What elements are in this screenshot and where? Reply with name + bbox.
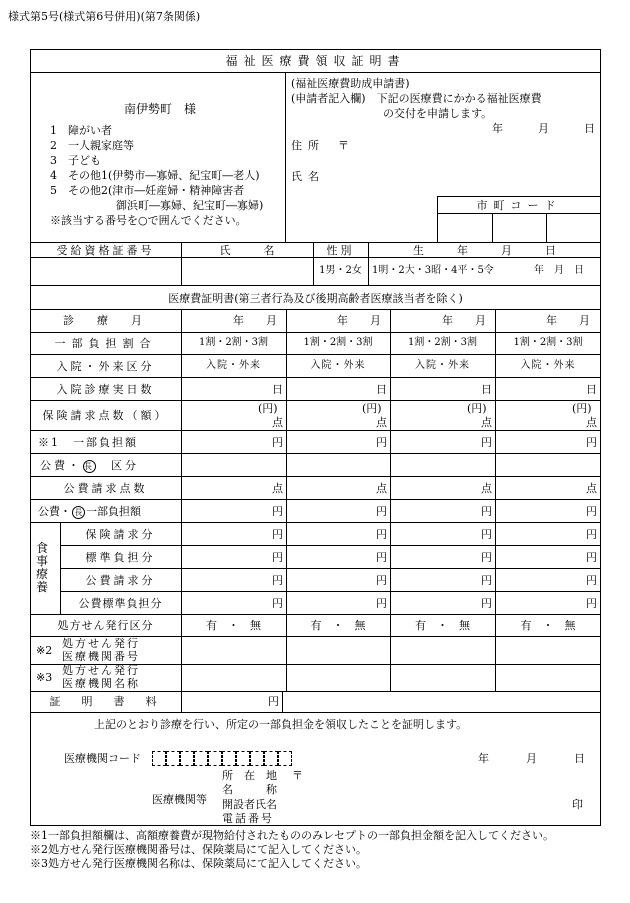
category-item: 5 その他2(津市―妊産婦・精神障害者 (50, 184, 245, 197)
col-point-unit[interactable]: 点 (481, 416, 492, 429)
sex-header: 性別 (326, 244, 355, 257)
col-meal-std-unit[interactable]: 円 (272, 551, 283, 564)
row-label-inout: 入院・外来区分 (56, 360, 155, 373)
choju-mark-icon: 長 (72, 506, 85, 519)
row-label-cert-fee: 証 明 書 料 (49, 695, 162, 708)
application-line3: の交付を申請します。 (383, 107, 493, 120)
birth-header: 生 年 月 日 (413, 244, 556, 257)
row-label-rx-code-mark: ※2 (36, 644, 53, 657)
col-meal-ins-unit[interactable]: 円 (376, 528, 387, 541)
row-label-rx-name-mark: ※3 (36, 671, 53, 684)
row-label-rx-name: 処方せん発行 医療機関名称 (62, 664, 140, 690)
col-point-unit[interactable]: 点 (272, 416, 283, 429)
row-label-meal-public: 公費請求分 (85, 574, 156, 587)
category-item: 4 その他1(伊勢市―寡婦、紀宝町―老人) (50, 169, 260, 182)
row-label-meal-public-standard: 公費標準負担分 (78, 597, 163, 610)
meal-label: 食事療養 (36, 541, 49, 594)
cert-fee-unit: 円 (268, 695, 279, 708)
row-label-copay: ※1 一部負担額 (38, 436, 138, 449)
row-label-public-category: 公費・ 長 区分 (40, 459, 139, 472)
cert-number-input[interactable] (31, 258, 181, 285)
category-item-cont: 御浜町―寡婦、紀宝町―寡婦) (116, 199, 264, 212)
col-meal-pubstd-unit[interactable]: 円 (481, 597, 492, 610)
col-public-points-unit[interactable]: 点 (376, 482, 387, 495)
col-meal-ins-unit[interactable]: 円 (586, 528, 597, 541)
col-meal-pubstd-unit[interactable]: 円 (586, 597, 597, 610)
col-year-month[interactable]: 年 月 (337, 314, 381, 327)
location-postal: 〒 (292, 769, 303, 782)
col-copay-unit[interactable]: 円 (376, 436, 387, 449)
col-year-month[interactable]: 年 月 (233, 314, 277, 327)
col-year-month[interactable]: 年 月 (546, 314, 590, 327)
application-line2: (申請者記入欄) 下記の医療費にかかる福祉医療費 (291, 92, 542, 105)
col-inout[interactable]: 入院・外来 (310, 360, 366, 371)
cert-header: 医療費証明書(第三者行為及び後期高齢者医療該当者を除く) (168, 292, 463, 305)
name-header: 氏 名 (219, 244, 275, 257)
row-label-burden-ratio: 一部負担割合 (54, 337, 157, 350)
col-meal-pub-unit[interactable]: 円 (272, 574, 283, 587)
col-meal-pub-unit[interactable]: 円 (376, 574, 387, 587)
col-meal-ins-unit[interactable]: 円 (272, 528, 283, 541)
footnote: ※3処方せん発行医療機関名称は、保険薬局にて記入してください。 (30, 857, 367, 870)
col-meal-std-unit[interactable]: 円 (481, 551, 492, 564)
cert-number-header: 受給資格証番号 (56, 244, 155, 257)
row-label-rx-code: 処方せん発行 医療機関番号 (62, 637, 140, 663)
row-label-inpatient-days: 入院診療実日数 (56, 383, 155, 396)
municipal-code-input[interactable] (438, 214, 601, 242)
col-meal-pub-unit[interactable]: 円 (586, 574, 597, 587)
row-label-shinryo-month: 診 療 月 (63, 314, 148, 327)
inst-name-label: 名 称 (222, 783, 277, 796)
certification-statement: 上記のとおり診療を行い、所定の一部負担金を領収したことを証明します。 (94, 718, 468, 731)
category-item: 3 子ども (50, 154, 101, 167)
col-days-unit[interactable]: 日 (272, 383, 283, 396)
category-note: ※該当する番号を○で囲んでください。 (50, 214, 247, 227)
category-item: 1 障がい者 (50, 124, 112, 137)
row-label-meal-insurance: 保険請求分 (85, 528, 156, 541)
col-meal-pub-unit[interactable]: 円 (481, 574, 492, 587)
col-rx-yesno[interactable]: 有 ・ 無 (310, 619, 366, 632)
col-burden-ratio[interactable]: 1割・2割・3割 (303, 337, 373, 348)
col-meal-std-unit[interactable]: 円 (586, 551, 597, 564)
category-item: 2 一人親家庭等 (50, 139, 134, 152)
choju-mark-icon: 長 (84, 461, 95, 471)
inst-label: 医療機関等 (152, 793, 207, 806)
row-label-prescription-issue: 処方せん発行区分 (57, 619, 154, 632)
col-rx-yesno[interactable]: 有 ・ 無 (206, 619, 261, 632)
col-meal-std-unit[interactable]: 円 (376, 551, 387, 564)
col-point-unit[interactable]: 点 (586, 416, 597, 429)
col-meal-ins-unit[interactable]: 円 (481, 528, 492, 541)
row-label-meal-standard: 標準負担分 (85, 551, 156, 564)
row-label-insurance-points: 保険請求点数（額） (42, 409, 169, 422)
col-inout[interactable]: 入院・外来 (520, 360, 576, 371)
col-rx-yesno[interactable]: 有 ・ 無 (520, 619, 576, 632)
col-burden-ratio[interactable]: 1割・2割・3割 (407, 337, 478, 348)
birth-date[interactable]: 年 月 日 (534, 265, 584, 276)
phone-label: 電話番号 (222, 812, 274, 825)
col-public-copay-unit[interactable]: 円 (586, 505, 597, 518)
seal-mark: 印 (572, 798, 583, 811)
col-inout[interactable]: 入院・外来 (415, 360, 470, 371)
application-line1: (福祉医療費助成申請書) (291, 77, 410, 90)
col-yen-paren: (円) (362, 402, 382, 415)
birth-era-select[interactable]: 1明・2大・3昭・4平・5令 (372, 265, 494, 276)
col-yen-paren: (円) (467, 402, 487, 415)
col-copay-unit[interactable]: 円 (481, 436, 492, 449)
name-input[interactable] (182, 258, 313, 285)
col-days-unit[interactable]: 日 (586, 383, 597, 396)
col-rx-yesno[interactable]: 有 ・ 無 (415, 619, 470, 632)
col-copay-unit[interactable]: 円 (272, 436, 283, 449)
col-public-points-unit[interactable]: 点 (586, 482, 597, 495)
row-label-public-copay: 公費・ 長 一部負担額 (38, 505, 141, 518)
col-yen-paren: (円) (572, 402, 592, 415)
col-copay-unit[interactable]: 円 (586, 436, 597, 449)
col-public-copay-unit[interactable]: 円 (481, 505, 492, 518)
col-meal-pubstd-unit[interactable]: 円 (376, 597, 387, 610)
location-label: 所 在 地 (222, 769, 277, 782)
row-label-public-points: 公費請求点数 (63, 482, 148, 495)
col-burden-ratio[interactable]: 1割・2割・3割 (513, 337, 583, 348)
sex-select[interactable]: 1男・2女 (319, 265, 362, 276)
col-year-month[interactable]: 年 月 (442, 314, 486, 327)
col-point-unit[interactable]: 点 (376, 416, 387, 429)
form-title: 福祉医療費領収証明書 (225, 54, 406, 68)
footnote: ※1一部負担額欄は、高額療養費が現物給付されたもののみレセプトの一部負担金額を記入してください。 (30, 829, 554, 842)
col-public-copay-unit[interactable]: 円 (376, 505, 387, 518)
col-days-unit[interactable]: 日 (376, 383, 387, 396)
col-inout[interactable]: 入院・外来 (206, 360, 261, 371)
col-yen-paren: (円) (258, 402, 278, 415)
footnote: ※2処方せん発行医療機関番号は、保険薬局にて記入してください。 (30, 843, 367, 856)
col-meal-pubstd-unit[interactable]: 円 (272, 597, 283, 610)
addressee: 南伊勢町 様 (124, 102, 197, 116)
col-public-points-unit[interactable]: 点 (272, 482, 283, 495)
form-number: 様式第5号(様式第6号併用)(第7条関係) (8, 10, 201, 23)
inst-code-label: 医療機関コード (64, 752, 141, 765)
founder-label: 開設者氏名 (222, 798, 277, 811)
col-days-unit[interactable]: 日 (481, 383, 492, 396)
municipal-code-label: 市町コード (476, 199, 562, 212)
col-public-points-unit[interactable]: 点 (481, 482, 492, 495)
col-burden-ratio[interactable]: 1割・2割・3割 (198, 337, 269, 348)
col-public-copay-unit[interactable]: 円 (272, 505, 283, 518)
